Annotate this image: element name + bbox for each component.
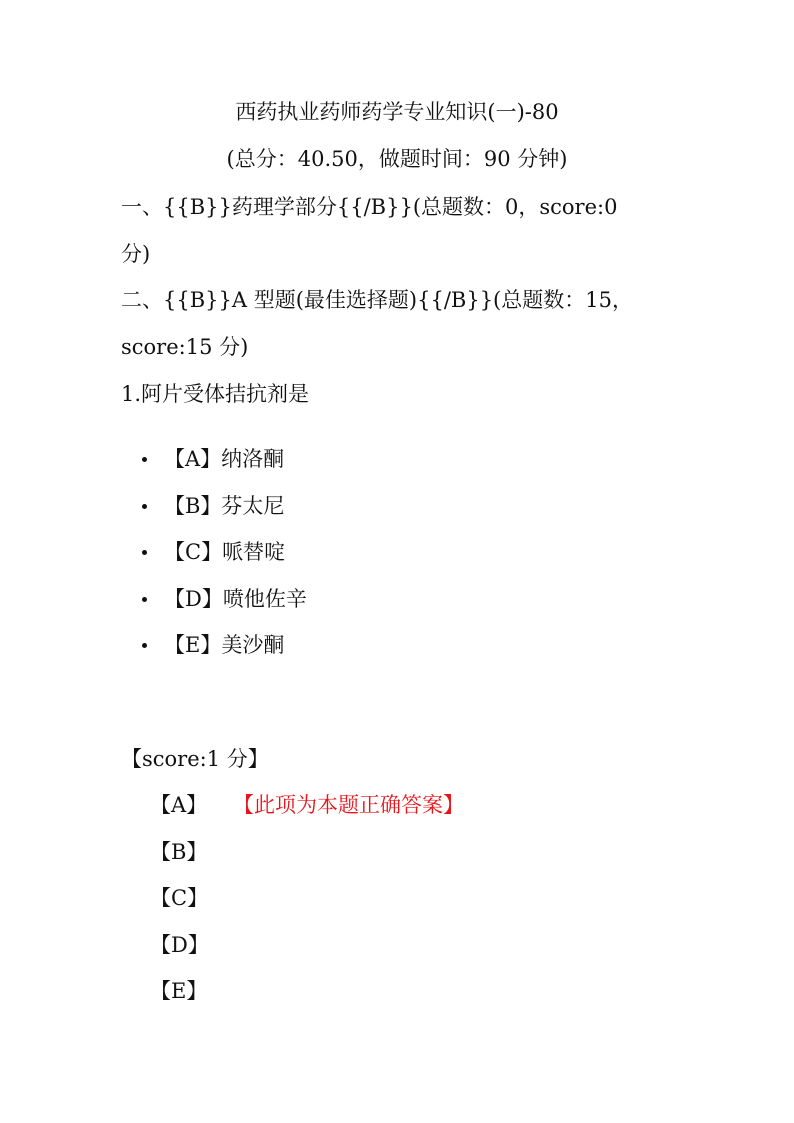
section-2-heading: 二、{{B}}A 型题(最佳选择题){{/B}}(总题数：15， [121, 288, 633, 312]
bullet-icon [142, 504, 147, 509]
section-1-heading-continued: 分) [121, 242, 151, 266]
question-score: 【score:1 分】 [121, 747, 269, 771]
option-label: 【E】美沙酮 [164, 633, 285, 657]
option-label: 【C】哌替啶 [164, 540, 286, 564]
bullet-icon [142, 643, 147, 648]
bullet-icon [142, 550, 147, 555]
answer-key: 【B】 [150, 839, 208, 864]
bullet-icon [142, 597, 147, 602]
answer-key: 【C】 [150, 886, 209, 910]
answer-key: 【A】 [150, 793, 208, 817]
bullet-icon [142, 457, 147, 462]
section-1-heading: 一、{{B}}药理学部分{{/B}}(总题数：0，score:0 [121, 195, 618, 219]
answer-key: 【D】 [150, 932, 209, 957]
section-2-heading-continued: score:15 分) [121, 335, 249, 359]
answer-key: 【E】 [150, 979, 208, 1003]
correct-answer-note: 【此项为本题正确答案】 [233, 793, 464, 817]
question-text: 1.阿片受体拮抗剂是 [121, 382, 310, 406]
option-label: 【A】纳洛酮 [164, 447, 285, 471]
document-title: 西药执业药师药学专业知识(一)-80 [235, 100, 559, 124]
document-subtitle: (总分：40.50，做题时间：90 分钟) [226, 147, 568, 171]
option-label: 【D】喷他佐辛 [164, 586, 307, 611]
option-label: 【B】芬太尼 [164, 493, 285, 518]
